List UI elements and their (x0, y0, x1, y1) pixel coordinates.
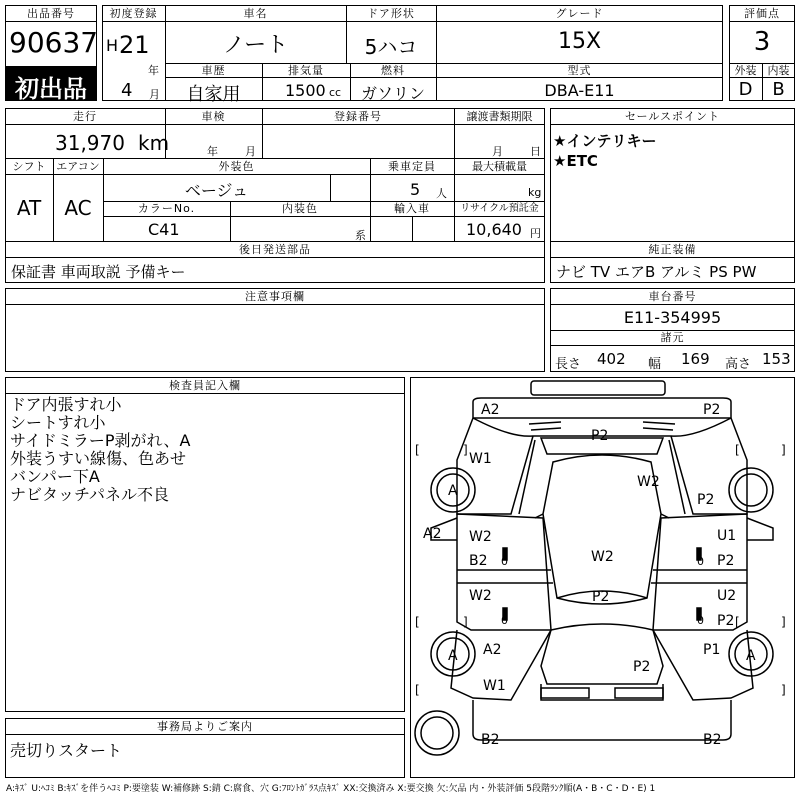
mark: P2 (717, 553, 735, 569)
equipment: ナビ TV エアB アルミ PS PW (556, 263, 757, 281)
inspector-line: ナビタッチパネル不良 (10, 485, 170, 504)
mark: B2 (469, 553, 488, 569)
chassis-label: 車台番号 (648, 290, 697, 303)
color-no: C41 (148, 220, 180, 239)
mark: P2 (591, 428, 609, 444)
recycle-amount: 10,640 (466, 220, 522, 239)
model: DBA-E11 (544, 81, 615, 100)
inspector-line: ドア内張すれ小 (10, 395, 122, 414)
sales-label: セールスポイント (624, 110, 720, 123)
mark: A (746, 648, 756, 664)
door-label: ドア形状 (367, 7, 415, 20)
mark: W2 (469, 588, 492, 604)
mark: ] (463, 615, 468, 629)
ext-color-label: 外装色 (218, 160, 255, 173)
later-parts: 保証書 車両取説 予備キー (11, 263, 186, 281)
interior-label: 内装 (767, 64, 790, 77)
recycle-label: リサイクル預託金 (460, 203, 539, 214)
office-label: 事務局よりご案内 (157, 720, 253, 733)
history-label: 車歴 (201, 64, 226, 77)
mark: 0 (697, 555, 704, 568)
mark: P2 (697, 492, 715, 508)
score: 3 (753, 27, 771, 57)
fuel: ガソリン (360, 84, 425, 103)
mark: W2 (637, 474, 660, 490)
lot-label: 出品番号 (27, 7, 75, 20)
year-unit: 年 (148, 64, 159, 77)
inspection-label: 車検 (201, 110, 226, 123)
shift: AT (16, 196, 42, 220)
sales-point-1: ★インテリキー (553, 132, 657, 150)
mark: ] (781, 443, 786, 457)
mark: [ (415, 683, 420, 697)
inspector-line: 外装うすい線傷、色あせ (10, 449, 187, 468)
displacement-label: 排気量 (288, 64, 324, 77)
length: 402 (597, 350, 626, 368)
grade: 15X (557, 29, 602, 54)
mileage-unit: km (138, 131, 170, 155)
color-no-label: カラーNo. (137, 202, 196, 215)
mark: W2 (469, 529, 492, 545)
mark: U2 (717, 588, 737, 604)
mark: P2 (717, 613, 735, 629)
int-color-unit: 系 (355, 229, 366, 242)
mark: ] (781, 615, 786, 629)
displacement: 1500 (285, 81, 326, 100)
inspector-line: サイドミラーP剥がれ、A (10, 431, 191, 450)
legend: A:ｷｽﾞ U:ﾍｺﾐ B:ｷｽﾞを伴うﾍｺﾐ P:要塗装 W:補修跡 S:錆 C:腐食、穴 G:ﾌﾛﾝﾄｶﾞﾗｽ点ｷｽﾞ XX:交換済み X:要交換 欠:欠品 内・外装評価 5段階ﾗﾝｸ順(A・B・C・D・E) 1 (6, 784, 656, 794)
capacity-label: 乗車定員 (388, 160, 436, 173)
mark: [ (415, 615, 420, 629)
reg-month: 4 (121, 80, 133, 101)
mark: U1 (717, 528, 737, 544)
mark: B2 (703, 732, 722, 748)
mark: ] (463, 443, 468, 457)
length-label: 長さ (555, 357, 582, 372)
mileage: 31,970 (55, 131, 125, 155)
grade-label: グレード (555, 7, 604, 20)
transfer-day-unit: 日 (530, 145, 541, 158)
score-label: 評価点 (744, 7, 780, 20)
chassis-number: E11-354995 (623, 308, 722, 327)
max-load-label: 最大積載量 (472, 160, 527, 173)
displacement-unit: cc (329, 86, 342, 99)
first-reg-label: 初度登録 (109, 7, 158, 20)
transfer-label: 譲渡書類期限 (466, 110, 533, 123)
ac-label: エアコン (56, 160, 100, 173)
specs-label: 諸元 (660, 331, 685, 344)
exterior-grade: D (738, 79, 753, 100)
transfer-month-unit: 月 (492, 145, 503, 158)
history: 自家用 (186, 84, 241, 105)
reg-year: 21 (119, 31, 150, 59)
mileage-label: 走行 (73, 110, 97, 123)
first-listing-text: 初出品 (15, 75, 87, 103)
height: 153 (762, 350, 791, 368)
month-unit: 月 (149, 88, 160, 101)
width-label: 幅 (648, 357, 662, 372)
notes-label: 注意事項欄 (245, 290, 305, 303)
inspection-year-unit: 年 (207, 145, 218, 158)
fuel-label: 燃料 (381, 64, 405, 77)
door-type: 5ハコ (364, 35, 418, 59)
mark: 0 (697, 614, 704, 627)
shift-label: シフト (12, 160, 46, 173)
damage-diagram (410, 377, 795, 778)
mark: A2 (423, 526, 442, 542)
mark: [ (735, 443, 740, 457)
lot-number: 90637 (9, 26, 99, 59)
reg-number-label: 登録番号 (334, 110, 382, 123)
later-parts-label: 後日発送部品 (239, 243, 311, 256)
mark: B2 (481, 732, 500, 748)
mark: P2 (592, 589, 610, 605)
ac: AC (64, 196, 92, 220)
equipment-label: 純正装備 (648, 243, 697, 256)
sales-point-2: ★ETC (553, 152, 598, 170)
car-name: ノート (222, 33, 289, 58)
height-label: 高さ (725, 357, 752, 372)
capacity-unit: 人 (436, 187, 447, 200)
mark: A (448, 648, 458, 664)
mark: W1 (469, 451, 492, 467)
mark: W1 (483, 678, 506, 694)
model-label: 型式 (567, 64, 592, 77)
mark: [ (735, 615, 740, 629)
mark: 0 (501, 555, 508, 568)
recycle-unit: 円 (530, 227, 541, 240)
mark: A (448, 483, 458, 499)
mark: W2 (591, 549, 614, 565)
inspector-label: 検査員記入欄 (169, 379, 241, 392)
mark: ] (781, 683, 786, 697)
inspector-line: バンパー下A (10, 467, 100, 486)
max-load-unit: kg (528, 186, 542, 199)
capacity: 5 (410, 180, 421, 199)
mark: P2 (703, 402, 721, 418)
width: 169 (681, 350, 710, 368)
inspection-month-unit: 月 (245, 145, 256, 158)
ext-color: ベージュ (184, 181, 249, 200)
int-color-label: 内装色 (282, 202, 318, 215)
mark: A2 (483, 642, 502, 658)
mark: A2 (481, 402, 500, 418)
mark: [ (415, 443, 420, 457)
mark: P2 (633, 659, 651, 675)
mark: 0 (501, 614, 508, 627)
car-name-label: 車名 (243, 7, 268, 20)
era: H (106, 36, 119, 55)
exterior-label: 外装 (734, 64, 757, 77)
inspector-line: シートすれ小 (10, 413, 106, 432)
interior-grade: B (772, 79, 785, 100)
import-label: 輸入車 (394, 202, 430, 215)
office-text: 売切りスタート (10, 741, 123, 760)
mark: P1 (703, 642, 721, 658)
